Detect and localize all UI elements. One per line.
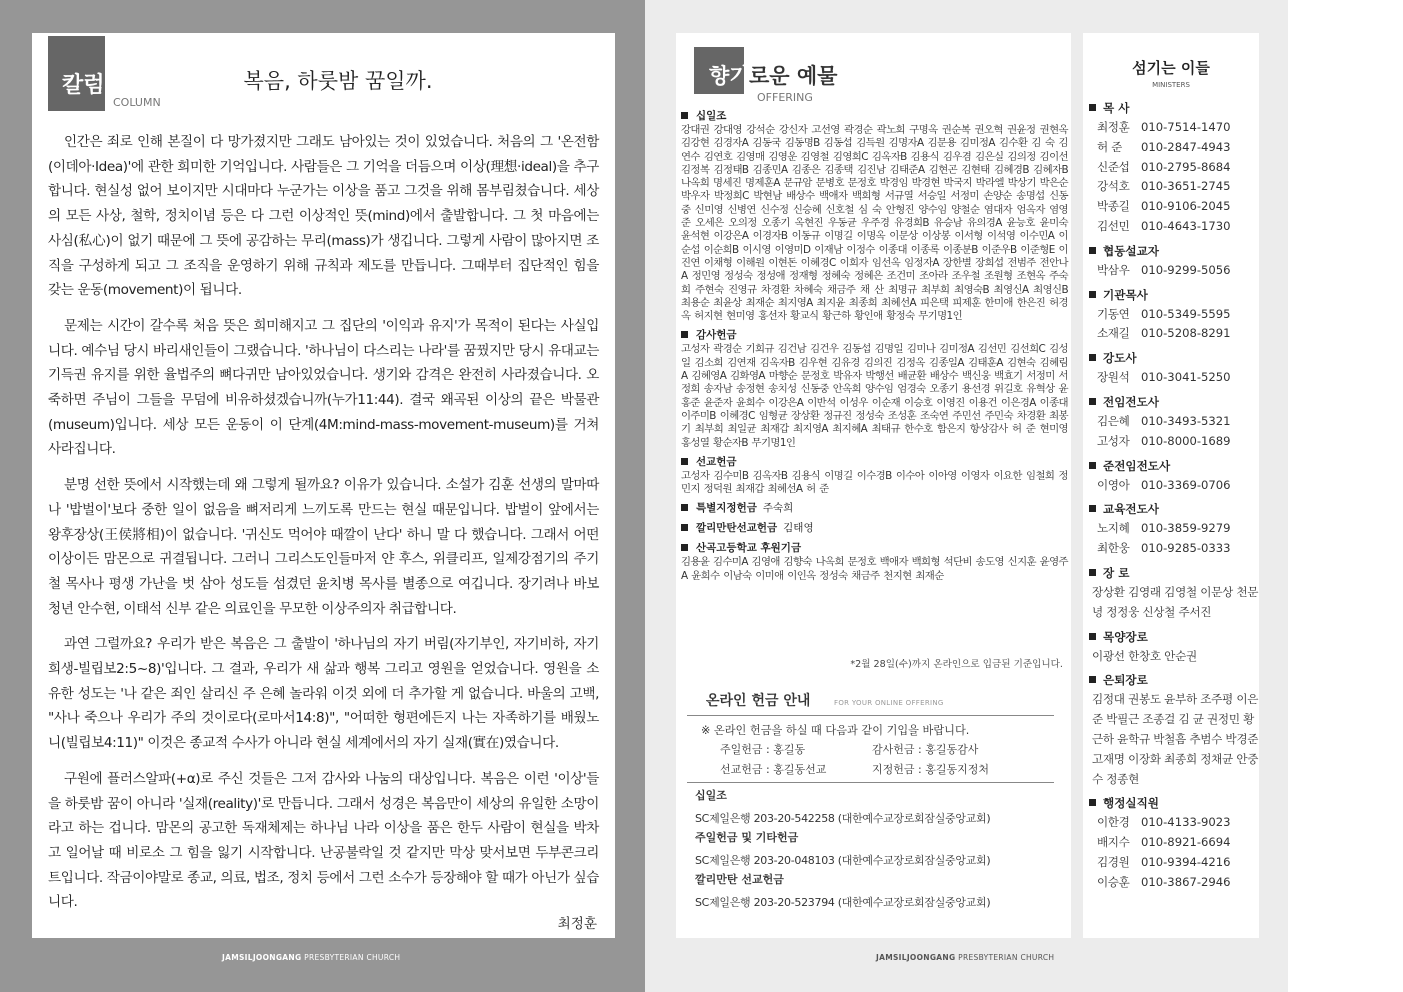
minister-phone: 010-5349-5595 [1141, 306, 1231, 321]
account-title: 주일헌금 및 기타헌금 [695, 831, 799, 844]
offering-section-title: 선교헌금 [696, 455, 737, 468]
offering-section-names: 고성자 김수미B 김옥자B 김용식 이명길 이수경B 이수아 이아영 이영자 이요한 임철희 정민지 정덕원 최재갑 최혜선A 허 준 [681, 469, 1068, 496]
minister-row [1089, 118, 1259, 138]
divider [687, 715, 1054, 716]
section-title: 목양장로 [1103, 629, 1148, 644]
minister-phone: 010-3867-2946 [1141, 874, 1231, 889]
minister-row [1089, 873, 1259, 893]
section-title: 교육전도사 [1103, 502, 1159, 517]
account-title: 깔리만탄 선교헌금 [695, 873, 784, 886]
offering-section-school [681, 541, 1068, 583]
minister-row [1089, 261, 1259, 281]
column-title: 복음, 하룻밤 꿈일까. [243, 69, 433, 93]
section-title: 강도사 [1103, 351, 1137, 366]
account-general [695, 829, 1055, 868]
elder-names: 이광선 한창호 안순권 [1092, 648, 1197, 663]
offering-section-thanks [681, 328, 1068, 449]
section-title: 장 로 [1103, 565, 1130, 580]
online-offering-subtitle: FOR YOUR ONLINE OFFERING [834, 699, 944, 707]
minister-name: 최정훈 [1097, 120, 1130, 134]
account-number: SC제일은행 203-20-542258 (대한예수교장로회잠실중앙교회) [695, 812, 991, 825]
ministers-section-fulltime [1089, 393, 1259, 452]
column-subtitle: COLUMN [113, 96, 161, 109]
minister-phone: 010-4643-1730 [1141, 218, 1231, 233]
section-title: 전임전도사 [1103, 394, 1159, 409]
minister-phone: 010-2795-8684 [1141, 159, 1231, 174]
offering-section-title: 산곡고등학교 후원기금 [696, 542, 802, 555]
right-footer: JAMSILJOONGANG PRESBYTERIAN CHURCH [876, 953, 1055, 962]
bullet-square-icon [1089, 291, 1096, 298]
section-title: 행정실직원 [1103, 796, 1159, 811]
minister-phone: 010-9299-5056 [1141, 262, 1231, 277]
column-panel [32, 33, 615, 938]
ministers-section-semi-fulltime [1089, 457, 1259, 496]
offering-badge: 향기 [694, 47, 744, 94]
minister-name: 노지혜 [1097, 521, 1130, 536]
minister-name: 김선민 [1097, 218, 1130, 233]
bullet-square-icon [1089, 354, 1096, 361]
minister-name: 허 준 [1097, 139, 1122, 154]
ministers-section-preacher [1089, 349, 1259, 388]
online-offering-title: 온라인 헌금 안내 [706, 693, 811, 709]
minister-row [1089, 138, 1259, 158]
online-example: 지정헌금 : 홍길동지정처 [872, 763, 989, 776]
minister-phone: 010-9285-0333 [1141, 541, 1231, 556]
offering-section-names: 주숙희 [762, 502, 794, 515]
offering-section-special [681, 501, 1068, 516]
offering-section-names: 강대권 강대영 강석순 강신자 고선영 곽경순 곽노희 구명옥 권순복 권오혁 권윤정 권현옥 김강현 김경자A 김동국 김동명B 김동섭 김득원 김명자A 김문용 김미정A 김수환 김 숙 김연수 김연호 김영매 김영운 김영철 김영희C 김옥자B 김용식 김우겸 김은실 김의정 김이선 김정복 김정태B 김종민A 김종은 김종택 김진남 김태준A 김현곤 김현태 김혜경B 김혜자B 나옥희 명세진 명제훈A 문규암 문병호 문정호 박경임 박경현 박국지 박라엘 박상기 박은순 박우자 박정희C 박현남 배상수 백애자 백희형 서규열 서승일 서정미 손양순 송명섭 신동중 신미영 신병연 신수정 신승혜 신호철 심 숙 안형진 양수임 양철순 염대자 엄옥자 염영준 오세은 오의정 오종기 옥현진 우동균 우주경 유경희B 유승남 유의경A 윤능호 윤미숙 윤석현 이강은A 이경자B 이동규 이명길 이명옥 이문상 이상봉 이서형 이석영 이수민A 이순섭 이순희B 이시영 이영미D 이재남 이정수 이종대 이종록 이종분B 이준우B 이준형E 이진연 이채형 이해원 이현돈 이혜경C 이희자 임선옥 임정자A 장한별 장희섭 전범주 전안나A 정민영 정성숙 정성애 정재형 정혜숙 정혜은 조건미 조아라 조우철 조원형 조현옥 주숙희 주현숙 진영규 차경환 차혜숙 채금주 채 산 최명규 최부희 최영숙B 최영신A 최영신B 최용순 최윤상 최재순 최지영A 최지윤 최종희 최혜선A 피은택 피제훈 한미애 한은진 허경옥 허지현 현미영 홍선자 황교식 황근하 황인애 황정숙 무기명1인 [681, 124, 1068, 323]
offering-section-names: 김태영 [783, 522, 814, 535]
ministers-section-retired-elders [1089, 671, 1259, 789]
column-author: 최정훈 [557, 916, 597, 932]
minister-phone: 010-3493-5321 [1141, 413, 1231, 428]
column-paragraph: 문제는 시간이 갈수록 처음 뜻은 희미해지고 그 집단의 '이익과 유지'가 목적이 된다는 사실입니다. 예수님 당시 바리새인들이 그랬습니다. '하나님이 다스리는 나라'를 꿈꿨지만 당시 유대교는 기득권 유지를 위한 율법주의 뼈다귀만 남아있었습니다. 생기와 감격은 완전히 사라졌습니다. 오죽하면 주님이 그들을 무덤에 비유하셨겠습니까(누가11:44). 결국 왜곡된 이상의 끝은 박물관(museum)입니다. 세상 모든 운동이 이 단계(4M:mind-mass-movement-museum)를 거쳐 사라집니다. [48, 317, 599, 458]
minister-row [1089, 158, 1259, 178]
minister-row [1089, 412, 1259, 432]
offering-title: 로운 예물 [749, 64, 838, 88]
offering-section-title: 감사헌금 [696, 329, 737, 342]
minister-name: 박종길 [1097, 199, 1130, 214]
offering-section-title: 깔리만탄선교헌금 [696, 522, 778, 535]
column-paragraph: 구원에 플러스알파(+α)로 주신 것들은 그저 감사와 나눔의 대상입니다. 복음은 이런 '이상'들을 하룻밤 꿈이 아니라 '실재(reality)'로 만듭니다. 그래서 성경은 복음만이 세상의 유일한 소망이라고 하는 겁니다. 맘몬의 공고한 독재체제는 하나님 나라 이상을 품은 한두 사람이 현실을 박차고 일어날 때 비로소 그 힘을 잃기 시작합니다. 난공불락일 것 같지만 막상 맞서보면 두부콘크리트입니다. 작금이야말로 종교, 의료, 법조, 정치 등에서 그런 소수가 등장해야 할 때가 아닌가 싶습니다. [48, 770, 599, 911]
minister-row [1089, 197, 1259, 217]
bullet-square-icon [1089, 104, 1096, 111]
column-paragraph: 분명 선한 뜻에서 시작했는데 왜 그렇게 될까요? 이유가 있습니다. 소설가 김훈 선생의 말마따나 '밥벌이'보다 중한 일이 없음을 뼈저리게 느끼도록 만드는 현실 때문입니다. 밥벌이 앞에서는 왕후장상(王侯將相)이 없습니다. '귀신도 먹어야 때깔이 난다' 하니 말 다 했습니다. 그래서 어떤 이상이든 맘몬으로 귀결됩니다. 그러니 그리스도인들마저 얀 후스, 위클리프, 일제강점기의 주기철 목사나 평생 가난을 벗 삼아 성도들 섬겼던 윤치병 목사를 별종으로 여깁니다. 장기려나 바보 청년 안수현, 이태석 신부 같은 의료인을 무모한 이상주의자 취급합니다. [48, 477, 599, 617]
ministers-section-elders [1089, 564, 1259, 623]
minister-phone: 010-2847-4943 [1141, 139, 1231, 154]
bullet-square-icon [681, 331, 688, 338]
account-kalimantan [695, 871, 1055, 910]
offering-section-title: 특별지정헌금 [696, 502, 757, 515]
bullet-square-icon [1089, 676, 1096, 683]
minister-name: 소재길 [1097, 326, 1130, 341]
offering-section-names: 김용윤 김수미A 김영애 김향숙 나옥희 문정호 백애자 백희형 석단비 송도영 신지훈 윤영주A 윤희수 이남숙 이미애 이인옥 정성숙 채금주 천지현 최재순 [681, 556, 1068, 582]
bullet-square-icon [1089, 398, 1096, 405]
bullet-square-icon [1089, 569, 1096, 576]
bullet-square-icon [681, 504, 688, 511]
offering-section-kalimantan [681, 521, 1068, 536]
ministers-list [1089, 99, 1259, 898]
bullet-square-icon [1089, 247, 1096, 254]
minister-phone: 010-3041-5250 [1141, 370, 1231, 385]
online-offering-intro: ※ 온라인 헌금을 하실 때 다음과 같이 기입을 바랍니다. [701, 724, 970, 737]
bullet-square-icon [1089, 505, 1096, 512]
minister-row [1089, 177, 1259, 197]
minister-phone: 010-4133-9023 [1141, 815, 1231, 830]
offering-section-tithe [681, 109, 1068, 323]
minister-phone: 010-8921-6694 [1141, 835, 1231, 850]
minister-name: 고성자 [1097, 433, 1130, 448]
offering-panel [676, 33, 1071, 938]
divider [687, 782, 1054, 783]
minister-name: 최한웅 [1097, 541, 1130, 556]
minister-row [1089, 539, 1259, 559]
account-title: 십일조 [695, 789, 727, 802]
minister-phone: 010-3369-0706 [1141, 477, 1231, 492]
minister-name: 김은혜 [1097, 413, 1130, 428]
section-title: 목 사 [1103, 101, 1130, 115]
minister-name: 신준섭 [1097, 159, 1130, 174]
bullet-square-icon [681, 544, 688, 551]
account-tithe [695, 787, 1055, 826]
column-body [48, 130, 599, 926]
minister-name: 장원석 [1097, 370, 1130, 385]
ministers-section-shepherd-elders [1089, 628, 1259, 667]
ministers-subtitle: MINISTERS [1152, 81, 1190, 89]
bullet-square-icon [1089, 633, 1096, 640]
minister-phone: 010-3859-9279 [1141, 521, 1231, 536]
elder-names: 김정대 권봉도 윤부하 조주평 이은준 박필근 조종걸 김 균 권정민 황근하 윤학규 박철흠 추범수 박경준 고재명 이장화 최종희 정채균 안중수 정종현 [1092, 692, 1259, 786]
bullet-square-icon [681, 112, 688, 119]
minister-row [1089, 324, 1259, 344]
online-example: 선교헌금 : 홍길동선교 [720, 763, 827, 776]
minister-row [1089, 217, 1259, 237]
minister-name: 이영아 [1097, 477, 1130, 492]
bullet-square-icon [1089, 799, 1096, 806]
ministers-section-pastors [1089, 99, 1259, 237]
minister-phone: 010-7514-1470 [1141, 120, 1231, 134]
account-number: SC제일은행 203-20-523794 (대한예수교장로회잠실중앙교회) [695, 896, 991, 909]
elder-names: 장상환 김영래 김영철 이문상 천문녕 정정웅 신상철 주서진 [1092, 584, 1259, 619]
minister-name: 배지수 [1097, 835, 1130, 850]
offering-note: *2월 28일(수)까지 온라인으로 입금된 기준입니다. [850, 659, 1063, 670]
column-paragraph: 인간은 죄로 인해 본질이 다 망가졌지만 그래도 남아있는 것이 있었습니다. 처음의 그 '온전함(이데아·Idea)'에 관한 희미한 기억입니다. 사람들은 그 기억을 더듬으며 이상(理想·ideal)을 추구합니다. 현실성 없어 보이지만 시대마다 누군가는 이상을 품고 그것을 위해 몸부림쳤습니다. 세상의 모든 사상, 철학, 정치이념 등은 다 그런 이상적인 뜻(mind)에서 출발합니다. 그 첫 마음에는 사심(私心)이 없기 때문에 그 뜻에 공감하는 무리(mass)가 생깁니다. 그렇게 사람이 많아지면 조직을 구성하게 되고 그 조직을 운영하기 위해 규칙과 제도를 만듭니다. 그때부터 집단적인 힘을 갖는 운동(movement)이 됩니다. [48, 134, 599, 299]
minister-name: 이한경 [1097, 815, 1130, 830]
ministers-section-cooperative [1089, 242, 1259, 281]
bullet-square-icon [681, 458, 688, 465]
ministers-title: 섬기는 이들 [1132, 59, 1210, 77]
column-paragraph: 과연 그럴까요? 우리가 받은 복음은 그 출발이 '하나님의 자기 버림(자기부인, 자기비하, 자기희생-빌립보2:5~8)'입니다. 그 결과, 우리가 새 삶과 행복 그리고 영원을 얻었습니다. 영원을 소유한 성도는 '나 같은 죄인 살리신 주 은혜 놀라워 이것 외에 더 추가할 게 없습니다. 바울의 고백, "사나 죽으나 우리가 주의 것이로다(로마서14:8)", "어떠한 형편에든지 나는 자족하기를 배웠노니(빌립보4:11)" 이것은 종교적 수사가 아니라 현실 세계에서의 자기 실재(實在)였습니다. [48, 636, 599, 752]
minister-name: 기동연 [1097, 306, 1130, 321]
minister-name: 강석호 [1097, 179, 1130, 194]
minister-row [1089, 833, 1259, 853]
section-title: 은퇴장로 [1103, 673, 1148, 688]
left-footer: JAMSILJOONGANG PRESBYTERIAN CHURCH [222, 953, 401, 962]
minister-phone: 010-8000-1689 [1141, 433, 1231, 448]
online-example: 감사헌금 : 홍길동감사 [872, 743, 979, 756]
offering-list [681, 109, 1068, 588]
offering-subtitle: OFFERING [757, 91, 813, 104]
minister-row [1089, 305, 1259, 325]
minister-name: 이승훈 [1097, 874, 1130, 889]
ministers-panel [1083, 33, 1259, 938]
minister-row [1089, 432, 1259, 452]
offering-section-title: 십일조 [696, 110, 727, 122]
bullet-square-icon [1089, 462, 1096, 469]
ministers-section-institutional [1089, 286, 1259, 345]
minister-name: 박삼우 [1097, 262, 1130, 277]
minister-row [1089, 519, 1259, 539]
online-example: 주일헌금 : 홍길동 [720, 743, 806, 756]
minister-row [1089, 853, 1259, 873]
offering-section-names: 고성자 곽경순 기희규 김건남 김건우 김동섭 김명일 김미나 김미정A 김선민 김선희C 김성일 김소희 김연재 김옥자B 김우현 김유경 김의진 김정옥 김종일A 김태훈A 김현숙 김혜림A 김혜영A 김화영A 마향순 문정호 박유자 박행선 배균환 배상수 백신웅 백효기 서정미 서정희 송자남 송정현 송치성 신동중 안옥희 양수임 엄경숙 오종기 용선경 위길호 유혁상 윤홍준 윤준자 윤희수 이강은A 이반석 이성우 이순재 이승호 이영진 이용건 이은경A 이종대 이주미B 이혜경C 임형균 장상환 정규진 정성숙 조성훈 조숙연 주민선 주민숙 차경환 최봉기 최부희 최일균 최재갑 최지영A 최지혜A 최태규 한수호 함은지 항상감사 허 준 현미영 홍성열 황순자B 무기명1인 [681, 343, 1068, 449]
account-number: SC제일은행 203-20-048103 (대한예수교장로회잠실중앙교회) [695, 854, 991, 867]
minister-row [1089, 476, 1259, 496]
ministers-section-staff [1089, 794, 1259, 892]
minister-phone: 010-3651-2745 [1141, 179, 1231, 194]
minister-phone: 010-9106-2045 [1141, 199, 1231, 214]
minister-row [1089, 813, 1259, 833]
minister-phone: 010-9394-4216 [1141, 854, 1231, 869]
offering-section-mission [681, 455, 1068, 497]
section-title: 준전임전도사 [1103, 458, 1171, 473]
minister-phone: 010-5208-8291 [1141, 326, 1231, 341]
section-title: 기관목사 [1103, 287, 1148, 302]
section-title: 협동설교자 [1103, 243, 1159, 258]
minister-row [1089, 368, 1259, 388]
bullet-square-icon [681, 524, 688, 531]
ministers-section-education [1089, 500, 1259, 559]
minister-name: 김경원 [1097, 854, 1130, 869]
column-badge: 칼럼 [48, 36, 105, 111]
